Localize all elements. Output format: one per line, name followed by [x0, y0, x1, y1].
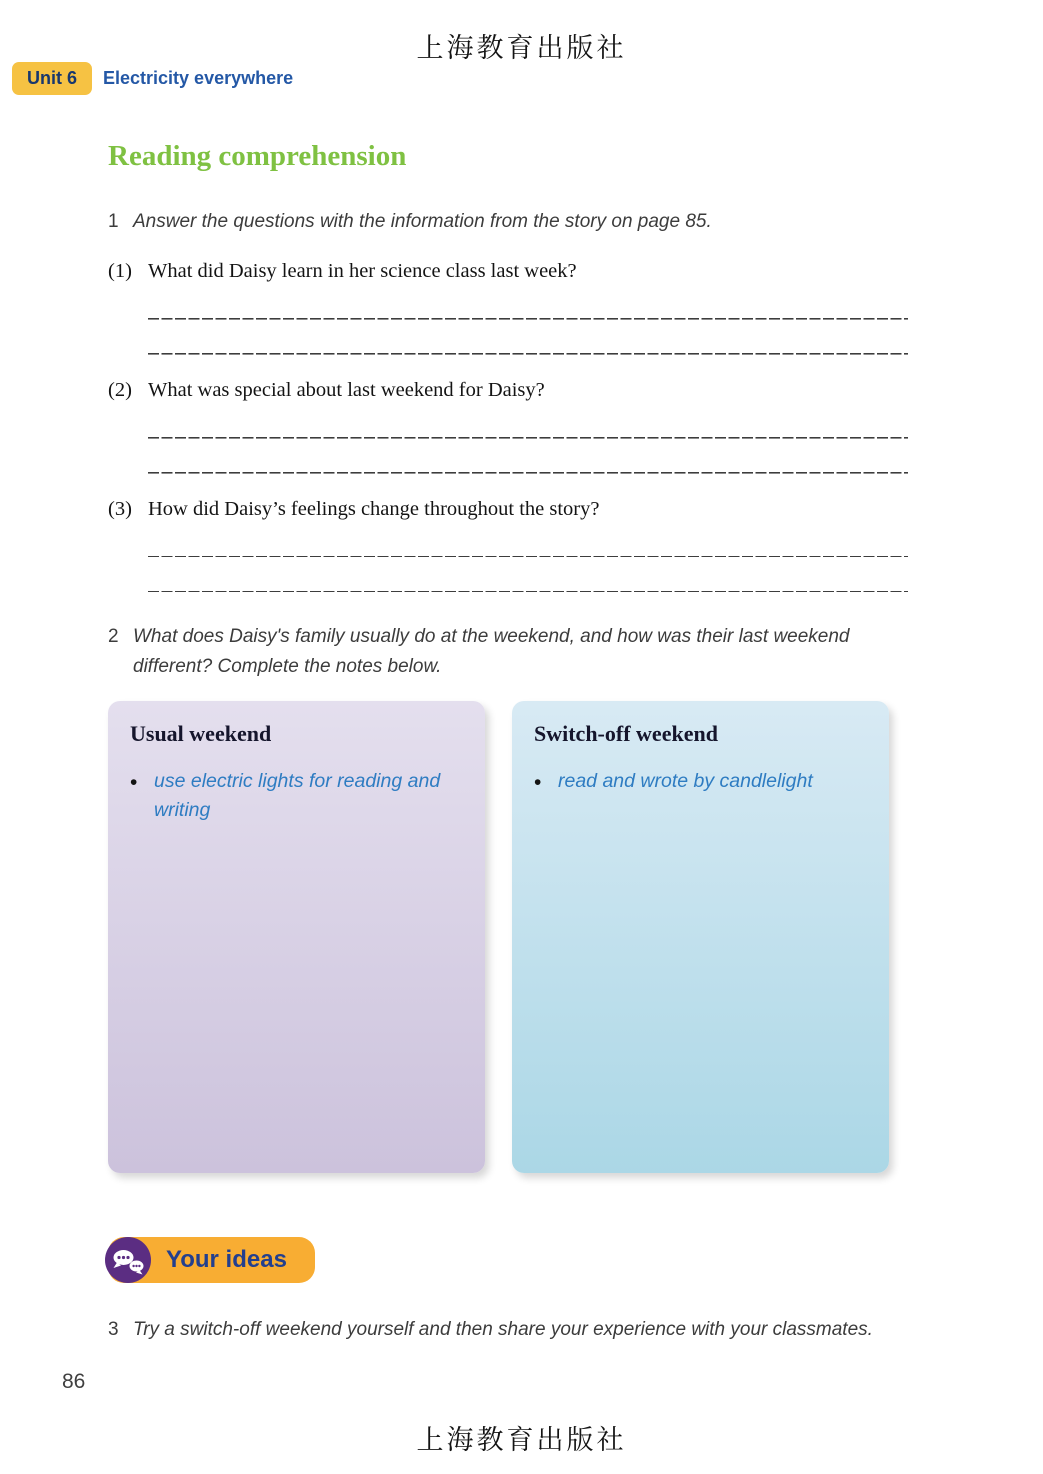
usual-weekend-title: Usual weekend — [130, 721, 272, 747]
answer-line — [148, 522, 908, 557]
publisher-watermark-bottom: 上海教育出版社 — [416, 1425, 627, 1455]
task3-instruction: Try a switch-off weekend yourself and then share your experience with your classmates. — [133, 1319, 873, 1341]
switch-off-weekend-title: Switch-off weekend — [534, 721, 718, 747]
page-number: 86 — [62, 1370, 86, 1393]
bullet-icon: • — [534, 771, 542, 795]
task1-instruction-row — [108, 207, 908, 236]
your-ideas-label: Your ideas — [166, 1246, 287, 1274]
answer-line — [148, 557, 908, 592]
question-1-number: (1) — [108, 260, 132, 283]
question-2-text-row — [108, 377, 908, 404]
question-1-text-row — [108, 258, 908, 285]
task2-instruction: What does Daisy's family usually do at the weekend, and how was their last weekend different? Complete the notes below. — [133, 626, 850, 677]
question-3-text: How did Daisy’s feelings change throughout the story? — [148, 497, 600, 520]
question-2-number: (2) — [108, 379, 132, 402]
question-3-number: (3) — [108, 497, 132, 520]
publisher-watermark-top: 上海教育出版社 — [416, 33, 627, 63]
answer-line — [148, 285, 908, 320]
task1-number: 1 — [108, 211, 119, 232]
note-item — [534, 767, 867, 799]
question-1-text: What did Daisy learn in her science class last week? — [148, 260, 577, 283]
task3-instruction-row — [108, 1315, 908, 1344]
unit-title: Electricity everywhere — [103, 68, 294, 88]
task3-number: 3 — [108, 1319, 119, 1341]
task1-instruction: Answer the questions with the information from the story on page 85. — [133, 211, 712, 232]
usual-weekend-box — [108, 701, 485, 1173]
section-title: Reading comprehension — [108, 140, 407, 172]
answer-line — [148, 439, 908, 474]
answer-line — [148, 404, 908, 439]
unit-header — [0, 62, 293, 95]
page-content — [108, 140, 908, 1345]
usual-weekend-note: use electric lights for reading and writing — [154, 770, 441, 822]
bullet-icon: • — [130, 771, 138, 795]
switch-off-weekend-note: read and wrote by candlelight — [558, 770, 813, 793]
answer-line — [148, 320, 908, 355]
notes-boxes — [108, 701, 908, 1173]
question-3 — [108, 496, 908, 593]
question-2-text: What was special about last weekend for Daisy? — [148, 379, 545, 402]
switch-off-weekend-box — [512, 701, 889, 1173]
question-2 — [108, 377, 908, 474]
question-3-text-row — [108, 496, 908, 523]
note-item — [130, 767, 463, 826]
task2-number: 2 — [108, 626, 119, 648]
unit-badge: Unit 6 — [12, 62, 92, 95]
chat-bubbles-icon — [105, 1237, 151, 1283]
your-ideas-badge — [108, 1237, 315, 1283]
task2-instruction-row — [108, 622, 908, 681]
question-1 — [108, 258, 908, 355]
